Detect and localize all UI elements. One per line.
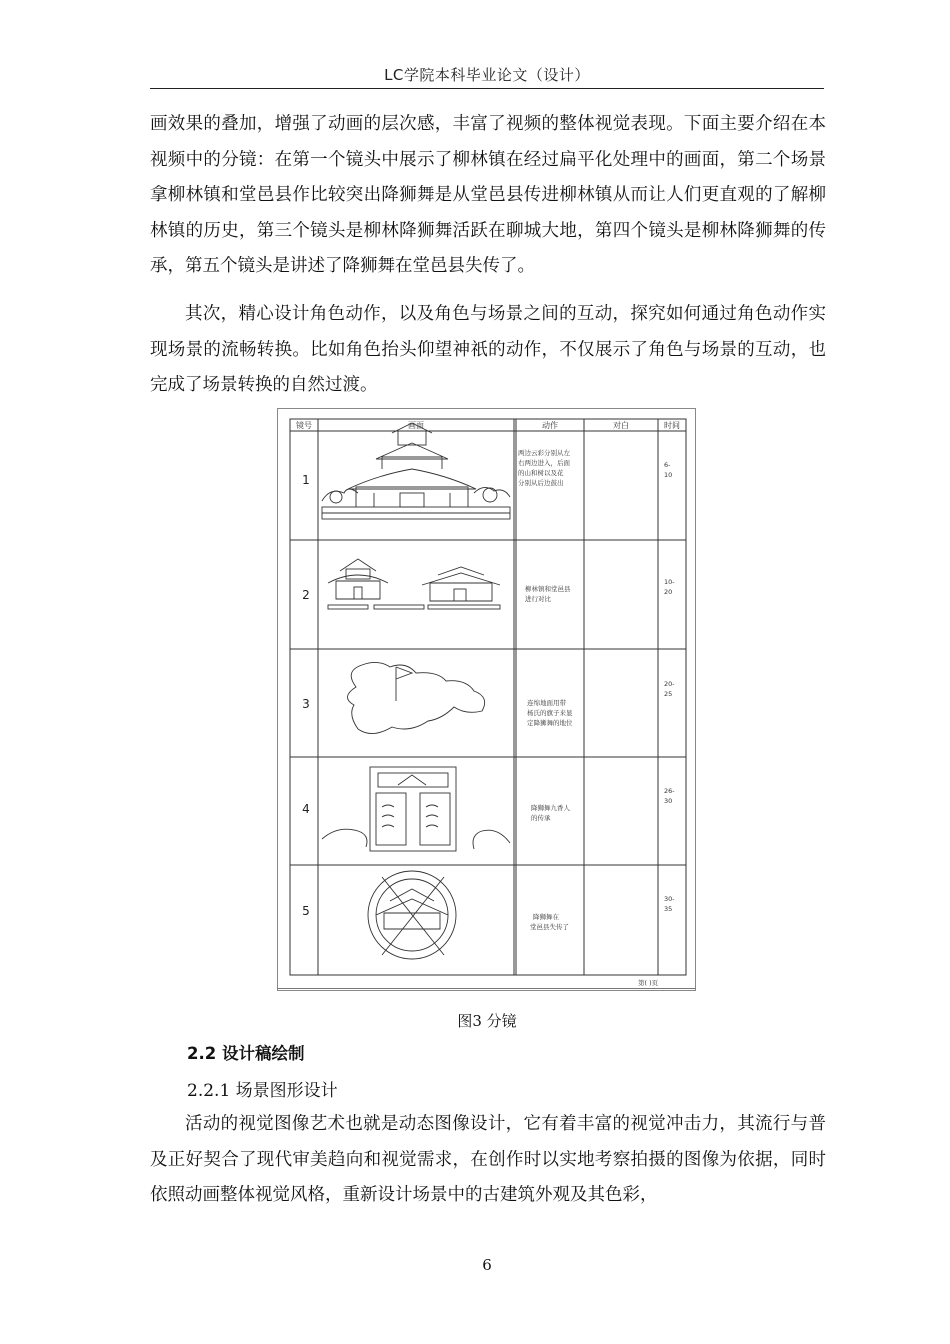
paragraph-character-actions: 其次，精心设计角色动作，以及角色与场景之间的互动，探究如何通过角色动作实现场景的流畅转换。比如角色抬头仰望神祇的动作，不仅展示了角色与场景的互动，也完成了场景转换的自然过渡。 — [150, 304, 826, 396]
time-3-start: 20- — [664, 680, 675, 688]
header-dialogue: 对白 — [613, 421, 629, 430]
header-rule — [150, 88, 824, 89]
action-2-line-2: 进行对比 — [525, 595, 551, 603]
action-3-line-3: 定降狮舞的地位 — [527, 719, 573, 727]
subsection-heading: 2.2.1 场景图形设计 — [187, 1081, 338, 1101]
shot-1-sketch — [322, 423, 510, 519]
action-5-line-2: 堂邑县失传了 — [530, 923, 569, 931]
shot-number-2: 2 — [302, 588, 310, 602]
time-5-start: 30- — [664, 895, 675, 903]
paragraph-scene-design: 活动的视觉图像艺术也就是动态图像设计，它有着丰富的视觉冲击力，其流行与普及正好契合了现代审美趋向和视觉需求，在创作时以实地考察拍摄的图像为依据，同时依照动画整体视觉风格，重新设计场景中的古建筑外观及其色彩， — [150, 1114, 826, 1206]
shot-number-1: 1 — [302, 473, 310, 487]
action-1-line-1: 两边云彩分别从左 — [518, 449, 570, 457]
shot-number-3: 3 — [302, 697, 310, 711]
time-5-end: 35 — [664, 905, 673, 913]
paragraph-shot-descriptions: 画效果的叠加，增强了动画的层次感，丰富了视频的整体视觉表现。下面主要介绍在本视频中的分镜：在第一个镜头中展示了柳林镇在经过扁平化处理中的画面，第二个场景拿柳林镇和堂邑县作比较突出降狮舞是从堂邑县传进柳林镇从而让人们更直观的了解柳林镇的历史，第三个镜头是柳林降狮舞活跃在聊城大地，第四个镜头是柳林降狮舞的传承，第五个镜头是讲述了降狮舞在堂邑县失传了。 — [150, 114, 826, 277]
time-1-start: 6- — [664, 461, 671, 469]
header-action: 动作 — [542, 421, 558, 430]
time-3-end: 25 — [664, 690, 673, 698]
shot-number-5: 5 — [302, 904, 310, 918]
time-1-end: 10 — [664, 471, 673, 479]
action-2-line-1: 柳林镇和堂邑县 — [525, 585, 571, 593]
storyboard-figure — [277, 408, 696, 991]
figure-caption: 图3 分镜 — [457, 1012, 517, 1030]
action-4-line-1: 降狮舞九香人 — [531, 804, 570, 812]
time-2-end: 20 — [664, 588, 673, 596]
page-number: 6 — [482, 1256, 492, 1274]
header-picture: 画面 — [408, 421, 424, 430]
storyboard-table — [278, 409, 695, 990]
header-time: 时间 — [664, 421, 680, 430]
shot-5-sketch — [368, 871, 456, 959]
action-1-line-4: 分别从后边鼓出 — [518, 479, 564, 487]
header-no: 镜号 — [296, 421, 312, 430]
shot-2-sketch — [328, 559, 500, 609]
storyboard-page-marker: 第( )页 — [638, 979, 659, 987]
figure-rule — [277, 988, 696, 989]
time-4-start: 26- — [664, 787, 675, 795]
section-heading: 2.2 设计稿绘制 — [187, 1044, 305, 1063]
action-1-line-2: 右两边进入，后面 — [518, 459, 570, 467]
action-1-line-3: 的山和树以及花 — [518, 469, 564, 477]
shot-3-sketch — [347, 662, 484, 733]
shot-number-4: 4 — [302, 802, 310, 816]
time-2-start: 10- — [664, 578, 675, 586]
action-4-line-2: 的传承 — [531, 814, 551, 822]
time-4-end: 30 — [664, 797, 673, 805]
action-3-line-1: 连绵地面用带 — [527, 699, 566, 707]
running-header: LC学院本科毕业论文（设计） — [384, 66, 590, 84]
shot-4-sketch — [322, 767, 510, 851]
action-5-line-1: 降狮舞在 — [533, 913, 559, 921]
action-3-line-2: 杨氏的旗子来显 — [527, 709, 573, 717]
